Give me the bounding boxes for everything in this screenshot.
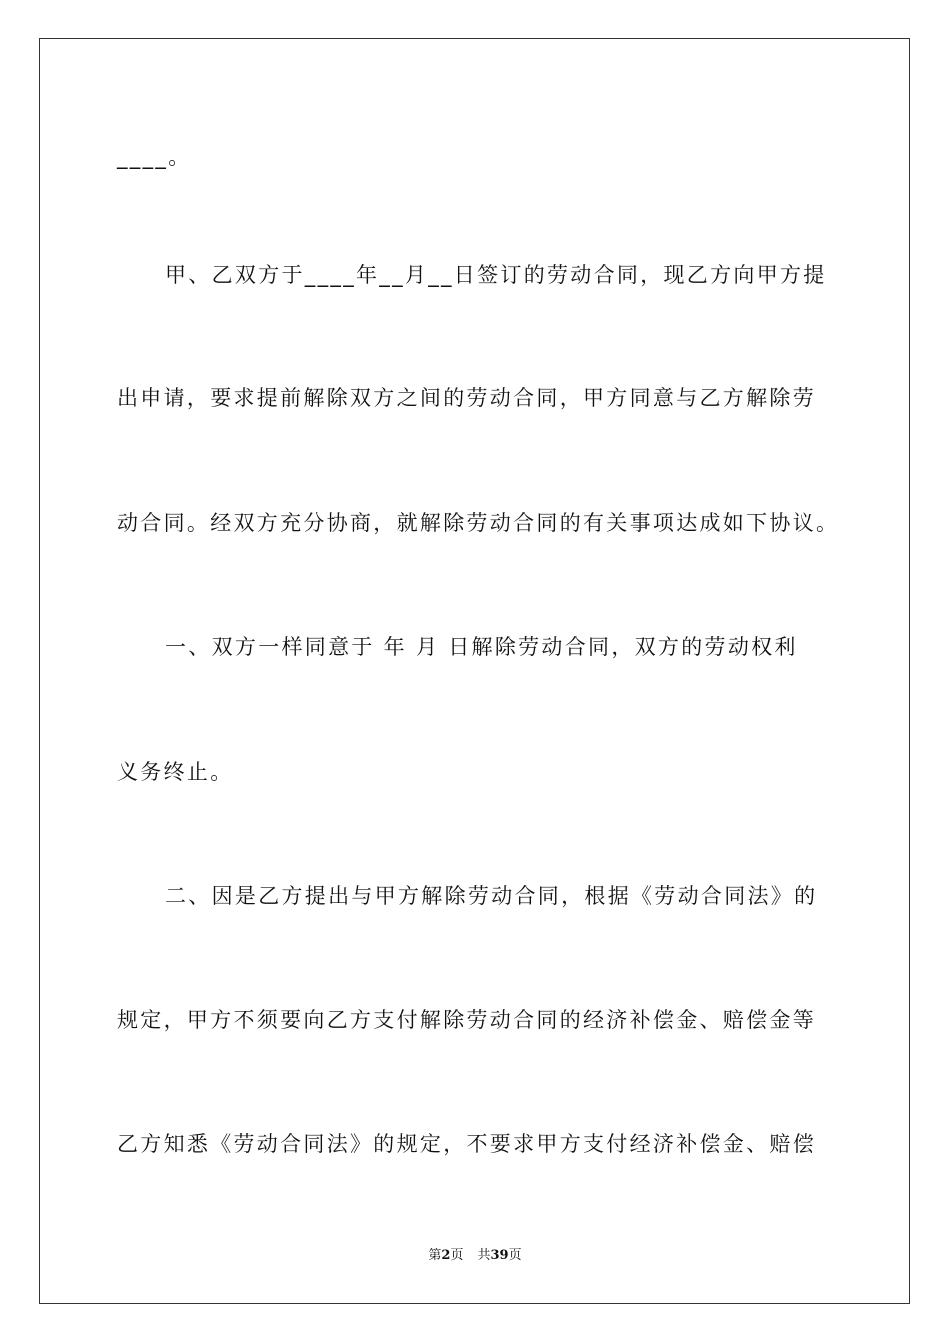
text-line-7: 二、因是乙方提出与甲方解除劳动合同，根据《劳动合同法》的	[165, 884, 818, 908]
text-line-3: 出申请，要求提前解除双方之间的劳动合同，甲方同意与乙方解除劳	[117, 386, 816, 410]
text-line-4: 动合同。经双方充分协商，就解除劳动合同的有关事项达成如下协议。	[117, 511, 840, 535]
total-label-suffix: 页	[508, 1248, 522, 1263]
page-number: 2	[441, 1248, 451, 1263]
text-line-5: 一、双方一样同意于 年 月 日解除劳动合同，双方的劳动权利	[165, 635, 798, 659]
page-footer	[0, 1248, 950, 1264]
total-label-prefix: 共	[477, 1248, 491, 1263]
text-line-1: ____。	[117, 145, 192, 169]
text-line-2: 甲、乙双方于____年__月__日签订的劳动合同，现乙方向甲方提	[165, 263, 827, 287]
text-line-9: 乙方知悉《劳动合同法》的规定，不要求甲方支付经济补偿金、赔偿	[117, 1132, 816, 1156]
total-pages: 39	[490, 1248, 509, 1263]
text-line-6: 义务终止。	[117, 760, 234, 784]
page-frame	[39, 38, 910, 1304]
page-label-suffix: 页	[450, 1248, 464, 1263]
text-line-8: 规定，甲方不须要向乙方支付解除劳动合同的经济补偿金、赔偿金等	[117, 1008, 816, 1032]
page-label-prefix: 第	[428, 1248, 442, 1263]
